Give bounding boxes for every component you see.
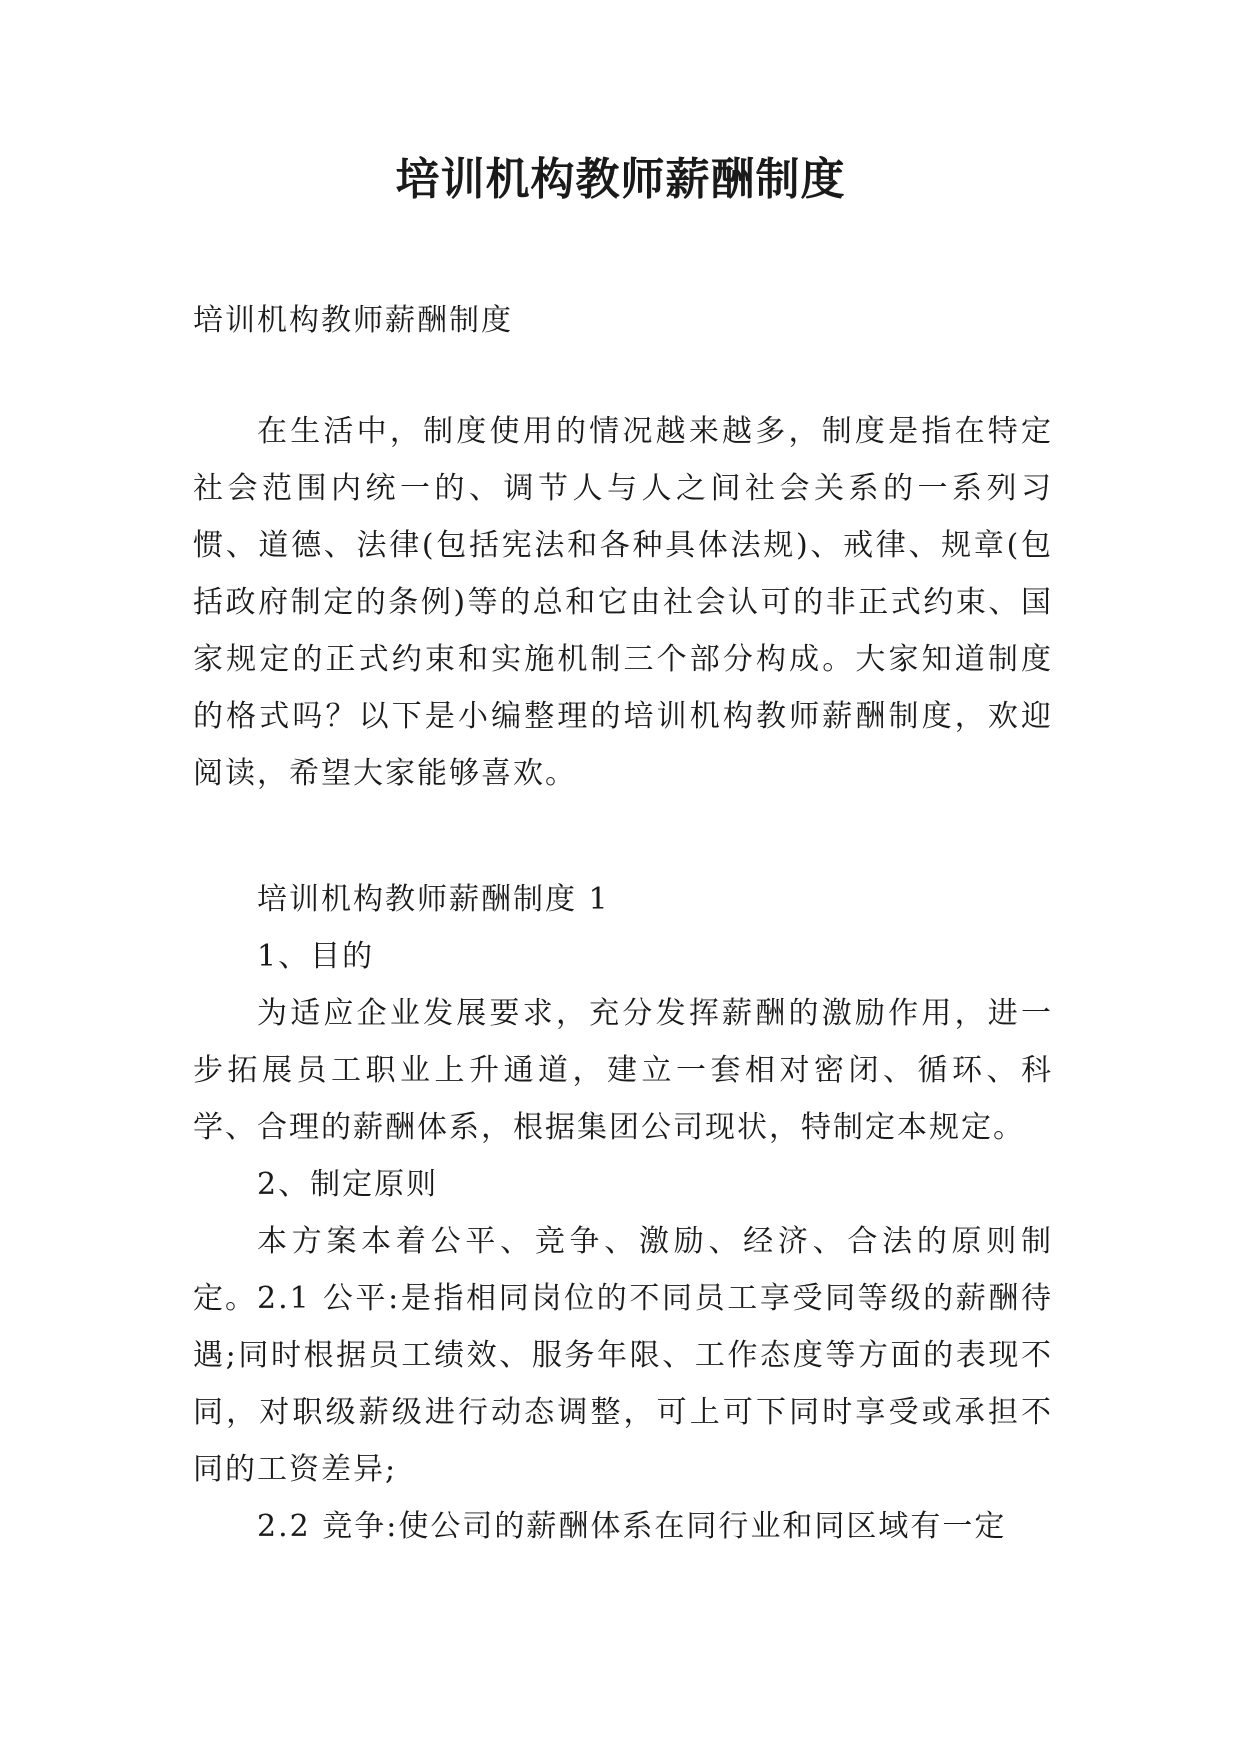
principle-heading: 2、制定原则 [257, 1167, 439, 1202]
intro-paragraph: 在生活中，制度使用的情况越来越多，制度是指在特定社会范围内统一的、调节人与人之间社会关系的一系列习惯、道德、法律(包括宪法和各种具体法规)、戒律、规章(包括政府制定的条例)等的总和它由社会认可的非正式约束、国家规定的正式约束和实施机制三个部分构成。大家知道制度的格式吗？以下是小编整理的培训机构教师薪酬制度，欢迎阅读，希望大家能够喜欢。 [193, 414, 1053, 791]
goal-heading: 1、目的 [257, 939, 375, 974]
document-subtitle: 培训机构教师薪酬制度 [193, 303, 513, 338]
section-title: 培训机构教师薪酬制度 1 [257, 882, 610, 917]
goal-paragraph: 为适应企业发展要求，充分发挥薪酬的激励作用，进一步拓展员工职业上升通道，建立一套相对密闭、循环、科学、合理的薪酬体系，根据集团公司现状，特制定本规定。 [193, 996, 1053, 1145]
fairness-paragraph: 2.1 公平:是指相同岗位的不同员工享受同等级的薪酬待遇;同时根据员工绩效、服务年限、工作态度等方面的表现不同，对职级薪级进行动态调整，可上可下同时享受或承担不同的工资差异; [193, 1281, 1053, 1487]
principle-paragraph: 本方案本着公平、竞争、激励、经济、合法的原则制定。 [193, 1224, 1053, 1316]
competition-paragraph: 2.2 竞争:使公司的薪酬体系在同行业和同区域有一定 [257, 1509, 1007, 1544]
document-title: 培训机构教师薪酬制度 [395, 154, 846, 205]
